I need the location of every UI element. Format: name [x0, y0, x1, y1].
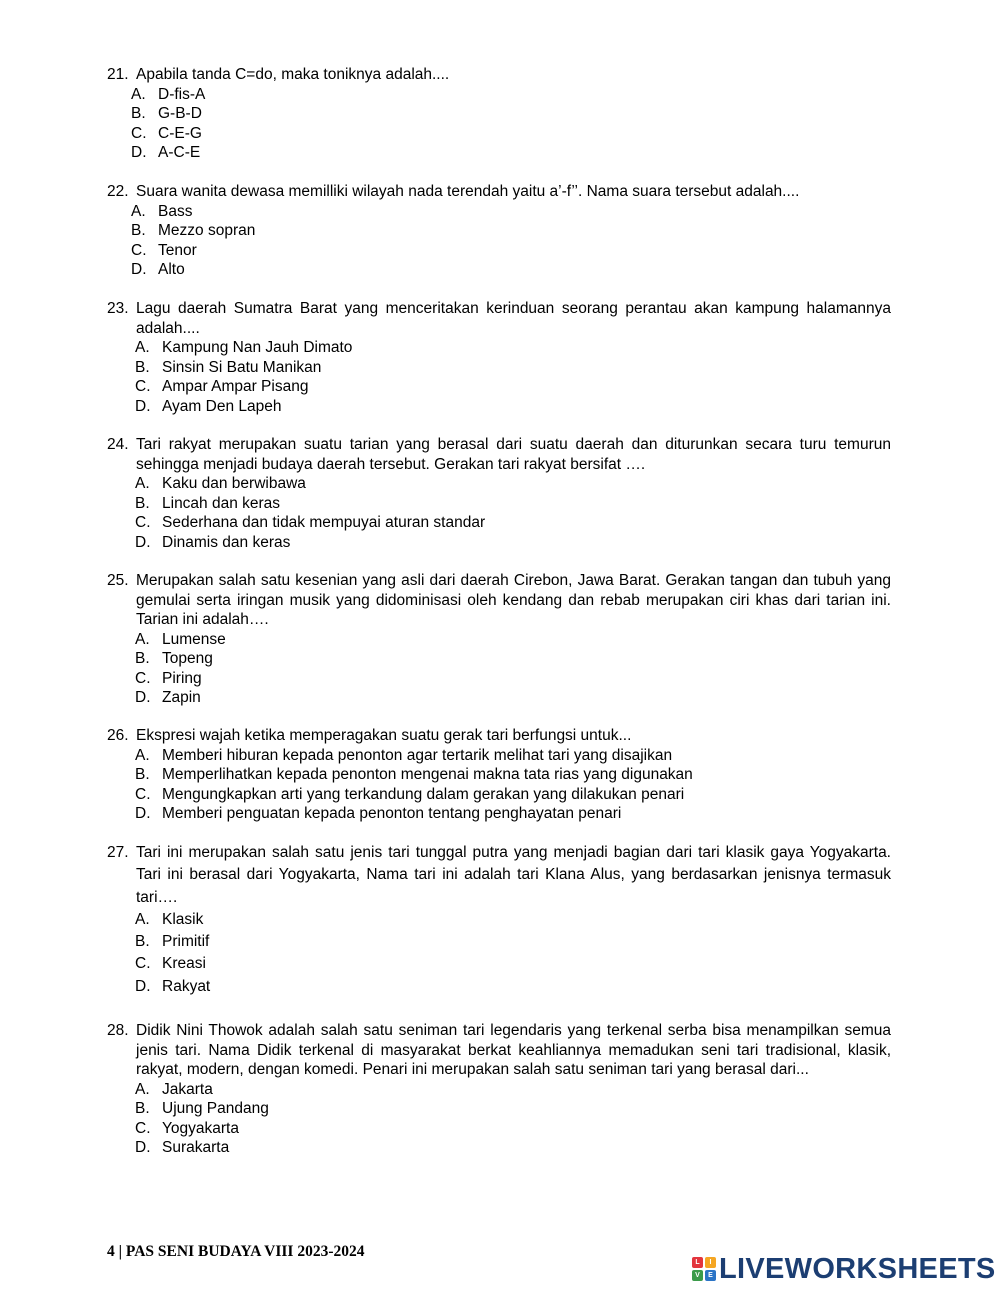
answer-option[interactable] — [131, 202, 891, 222]
option-letter: C. — [135, 955, 151, 973]
question-27 — [107, 842, 891, 998]
logo-cell-v: V — [692, 1270, 703, 1281]
answer-options — [107, 1080, 891, 1158]
question-text: Ekspresi wajah ketika memperagakan suatu gerak tari berfungsi untuk... — [136, 727, 632, 744]
answer-option[interactable] — [135, 785, 891, 805]
option-text: A-C-E — [158, 144, 201, 161]
page-footer: 4 | PAS SENI BUDAYA VIII 2023-2024 — [107, 1243, 365, 1260]
option-letter: A. — [131, 85, 146, 103]
brand-name: LIVEWORKSHEETS — [719, 1253, 996, 1285]
option-letter: D. — [135, 533, 151, 551]
option-letter: B. — [135, 766, 150, 783]
answer-options — [107, 474, 891, 552]
answer-options — [107, 85, 891, 163]
answer-option[interactable] — [135, 804, 891, 824]
question-22 — [107, 182, 891, 280]
option-letter: D. — [135, 977, 151, 995]
option-letter: A. — [135, 339, 150, 356]
question-28 — [107, 1021, 891, 1158]
question-text: Apabila tanda C=do, maka toniknya adalah.... — [136, 66, 450, 83]
option-text: Kampung Nan Jauh Dimato — [162, 339, 353, 356]
option-letter: D. — [131, 144, 147, 161]
option-text: Tenor — [158, 241, 197, 259]
option-text: Yogyakarta — [162, 1119, 239, 1137]
answer-option[interactable] — [131, 221, 891, 241]
option-text: Mezzo sopran — [158, 222, 256, 239]
answer-option[interactable] — [135, 377, 891, 397]
answer-option[interactable] — [131, 104, 891, 124]
option-letter: C. — [131, 124, 147, 142]
answer-option[interactable] — [135, 953, 891, 975]
option-letter: A. — [135, 746, 150, 764]
answer-options — [107, 338, 891, 416]
answer-option[interactable] — [135, 1099, 891, 1119]
logo-cell-l: L — [692, 1257, 703, 1268]
answer-option[interactable] — [135, 1080, 891, 1100]
logo-cell-i: I — [705, 1257, 716, 1268]
answer-option[interactable] — [135, 746, 891, 766]
option-letter: C. — [135, 669, 151, 687]
answer-option[interactable] — [131, 143, 891, 163]
question-23 — [107, 299, 891, 416]
answer-option[interactable] — [135, 397, 891, 417]
question-number: 22. — [107, 183, 129, 200]
option-letter: C. — [135, 785, 151, 803]
liveworksheets-logo[interactable] — [692, 1253, 996, 1285]
option-letter: D. — [131, 261, 147, 278]
answer-option[interactable] — [135, 338, 891, 358]
option-text: Memberi hiburan kepada penonton agar tertarik melihat tari yang disajikan — [162, 746, 673, 764]
answer-option[interactable] — [135, 533, 891, 553]
option-text: Sederhana dan tidak mempuyai aturan standar — [162, 514, 486, 531]
option-text: G-B-D — [158, 105, 202, 122]
logo-cell-e: E — [705, 1270, 716, 1281]
answer-option[interactable] — [135, 649, 891, 669]
question-26 — [107, 726, 891, 824]
option-letter: B. — [135, 650, 150, 667]
answer-option[interactable] — [135, 630, 891, 650]
option-text: Memperlihatkan kepada penonton mengenai makna tata rias yang digunakan — [162, 766, 693, 783]
option-letter: A. — [135, 475, 150, 492]
question-text: Tari ini merupakan salah satu jenis tari tunggal putra yang menjadi bagian dari tari klasik gaya Yogyakarta. Tari ini berasal dari Yogyakarta, Nama tari ini adalah tari Klana Alus, yang berdasarkan jenisnya termasuk tari…. — [136, 844, 891, 906]
option-letter: D. — [135, 1139, 151, 1156]
logo-grid-icon — [692, 1257, 716, 1281]
answer-option[interactable] — [131, 260, 891, 280]
answer-option[interactable] — [135, 931, 891, 953]
question-number: 24. — [107, 436, 129, 453]
option-letter: B. — [135, 1100, 150, 1117]
question-number: 25. — [107, 572, 129, 589]
question-text: Didik Nini Thowok adalah salah satu seniman tari legendaris yang terkenal serba bisa menampilkan semua jenis tari. Nama Didik terkenal di masyarakat berkat keahliannya memadukan seni tari tradisional, klasik, rakyat, modern, dengan komedi. Penari ini merupakan salah satu seniman tari yang berasal dari... — [136, 1022, 891, 1078]
option-text: Kaku dan berwibawa — [162, 475, 306, 492]
option-text: Ujung Pandang — [162, 1100, 269, 1117]
question-number: 21. — [107, 66, 129, 83]
answer-option[interactable] — [135, 1119, 891, 1139]
option-letter: A. — [135, 1080, 150, 1098]
question-number: 27. — [107, 844, 129, 861]
option-letter: C. — [135, 378, 151, 395]
option-text: Surakarta — [162, 1139, 230, 1156]
answer-option[interactable] — [131, 241, 891, 261]
option-text: Topeng — [162, 650, 213, 667]
option-letter: A. — [131, 202, 146, 220]
option-letter: B. — [131, 105, 146, 122]
answer-option[interactable] — [131, 85, 891, 105]
option-text: Rakyat — [162, 977, 211, 995]
answer-options — [107, 746, 891, 824]
answer-option[interactable] — [135, 909, 891, 931]
option-text: Dinamis dan keras — [162, 533, 291, 551]
option-text: Ampar Ampar Pisang — [162, 378, 309, 395]
answer-option[interactable] — [131, 124, 891, 144]
option-text: Zapin — [162, 689, 201, 706]
option-text: Alto — [158, 261, 185, 278]
option-text: Jakarta — [162, 1080, 213, 1098]
answer-options — [107, 202, 891, 280]
option-text: Klasik — [162, 910, 204, 928]
question-text: Suara wanita dewasa memilliki wilayah nada terendah yaitu a’-f’’. Nama suara tersebut adalah.... — [136, 183, 800, 200]
answer-option[interactable] — [135, 474, 891, 494]
answer-option[interactable] — [135, 765, 891, 785]
option-text: Kreasi — [162, 955, 206, 973]
option-letter: B. — [135, 358, 150, 376]
question-number: 28. — [107, 1022, 129, 1039]
answer-option[interactable] — [135, 669, 891, 689]
answer-option[interactable] — [135, 494, 891, 514]
question-21 — [107, 65, 891, 163]
question-text: Lagu daerah Sumatra Barat yang menceritakan kerinduan seorang perantau akan kampung halamannya adalah.... — [136, 300, 891, 337]
answer-option[interactable] — [135, 358, 891, 378]
question-24 — [107, 435, 891, 552]
option-text: Bass — [158, 202, 193, 220]
question-text: Tari rakyat merupakan suatu tarian yang berasal dari suatu daerah dan diturunkan secara turu temurun sehingga menjadi budaya daerah tersebut. Gerakan tari rakyat bersifat …. — [136, 436, 891, 473]
option-text: Memberi penguatan kepada penonton tentang penghayatan penari — [162, 805, 622, 822]
option-letter: D. — [135, 689, 151, 706]
option-text: C-E-G — [158, 124, 202, 142]
option-letter: D. — [135, 397, 151, 415]
option-text: Lumense — [162, 630, 226, 648]
option-text: Ayam Den Lapeh — [162, 397, 282, 415]
answer-option[interactable] — [135, 1138, 891, 1158]
question-text: Merupakan salah satu kesenian yang asli dari daerah Cirebon, Jawa Barat. Gerakan tangan dan tubuh yang gemulai serta iringan musik yang didominisasi oleh kendang dan rebab merupakan ciri khas dari tarian ini. Tarian ini adalah…. — [136, 572, 891, 628]
option-text: Lincah dan keras — [162, 494, 281, 512]
question-25 — [107, 571, 891, 708]
option-letter: A. — [135, 630, 150, 648]
answer-options — [107, 909, 891, 998]
option-letter: B. — [135, 933, 150, 951]
option-letter: B. — [131, 222, 146, 239]
option-letter: C. — [135, 1119, 151, 1137]
option-text: D-fis-A — [158, 85, 206, 103]
question-number: 23. — [107, 300, 129, 317]
answer-option[interactable] — [135, 513, 891, 533]
question-number: 26. — [107, 727, 129, 744]
option-text: Mengungkapkan arti yang terkandung dalam gerakan yang dilakukan penari — [162, 785, 685, 803]
option-text: Primitif — [162, 933, 210, 951]
option-letter: C. — [131, 241, 147, 259]
option-text: Sinsin Si Batu Manikan — [162, 358, 322, 376]
answer-option[interactable] — [135, 688, 891, 708]
answer-options — [107, 630, 891, 708]
option-letter: D. — [135, 805, 151, 822]
option-letter: A. — [135, 910, 150, 928]
option-letter: B. — [135, 494, 150, 512]
option-text: Piring — [162, 669, 202, 687]
option-letter: C. — [135, 514, 151, 531]
answer-option[interactable] — [135, 976, 891, 998]
